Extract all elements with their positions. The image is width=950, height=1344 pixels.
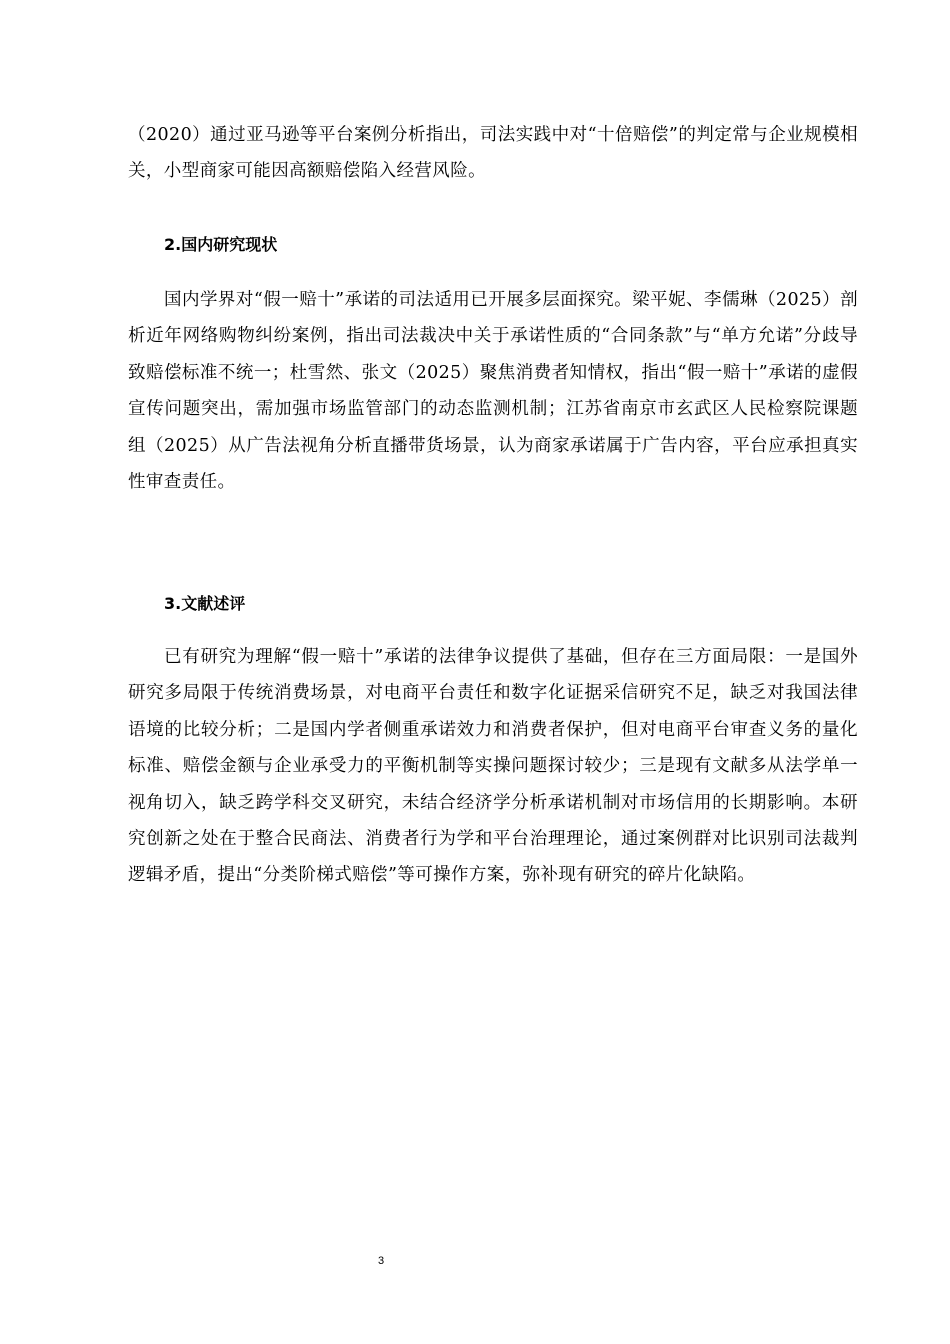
section-heading-literature-review: 3.文献述评: [164, 594, 246, 613]
body-paragraph-literature-review: 已有研究为理解“假一赔十”承诺的法律争议提供了基础，但存在三方面局限：一是国外研究多局限于传统消费场景，对电商平台责任和数字化证据采信研究不足，缺乏对我国法律语境的比较分析；二是国内学者侧重承诺效力和消费者保护，但对电商平台审查义务的量化标准、赔偿金额与企业承受力的平衡机制等实操问题探讨较少；三是现有文献多从法学单一视角切入，缺乏跨学科交叉研究，未结合经济学分析承诺机制对市场信用的长期影响。本研究创新之处在于整合民商法、消费者行为学和平台治理理论，通过案例群对比识别司法裁判逻辑矛盾，提出“分类阶梯式赔偿”等可操作方案，弥补现有研究的碎片化缺陷。: [128, 647, 858, 886]
body-paragraph-domestic-research: 国内学界对“假一赔十”承诺的司法适用已开展多层面探究。梁平妮、李儒琳（2025）剖析近年网络购物纠纷案例，指出司法裁决中关于承诺性质的“合同条款”与“单方允诺”分歧导致赔偿标准不统一；杜雪然、张文（2025）聚焦消费者知情权，指出“假一赔十”承诺的虚假宣传问题突出，需加强市场监管部门的动态监测机制；江苏省南京市玄武区人民检察院课题组（2025）从广告法视角分析直播带货场景，认为商家承诺属于广告内容，平台应承担真实性审查责任。: [128, 290, 858, 493]
page-number: 3: [377, 1255, 385, 1267]
body-paragraph-continued: （2020）通过亚马逊等平台案例分析指出，司法实践中对“十倍赔偿”的判定常与企业规模相关，小型商家可能因高额赔偿陷入经营风险。: [128, 125, 858, 182]
section-heading-domestic-research: 2.国内研究现状: [164, 235, 278, 254]
